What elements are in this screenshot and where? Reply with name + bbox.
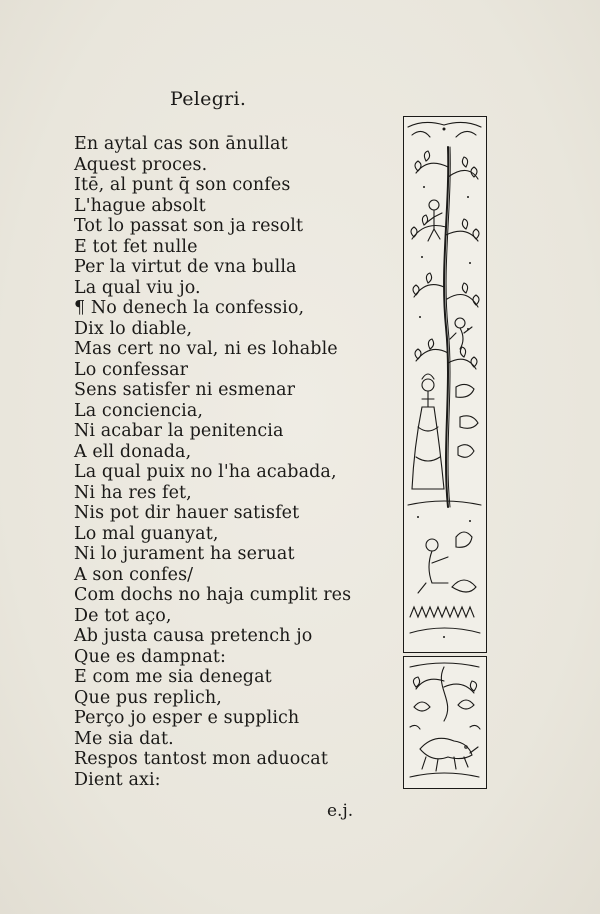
verse-line: Ni lo jurament ha seruat [74,544,295,564]
verse-line: A son confes/ [74,564,194,585]
verse-line: En aytal cas son ānullat [74,134,288,154]
verse-text [74,134,351,790]
verse-line: Com dochs no haja cumplit res [74,585,352,605]
verse-line: Lo confessar [74,359,189,380]
woodcut-illustration-upper [403,116,487,653]
verse-line: Mas cert no val, ni es lohable [74,339,338,359]
verse-line: E tot fet nulle [74,236,198,257]
verse-line: Per la virtut de vna bulla [74,257,297,277]
verse-line: E com me sia denegat [74,667,272,687]
verse-line: Ab justa causa pretench jo [74,626,313,646]
verse-line: Me sia dat. [74,728,174,749]
verse-line: L'hague absolt [74,195,206,216]
verse-line: Respos tantost mon aduocat [74,749,328,769]
verse-line: Ni acabar la penitencia [74,421,284,441]
verse-line: Dient axi: [74,769,161,790]
verse-line: Perço jo esper e supplich [74,708,300,728]
verse-line: Aquest proces. [74,154,208,175]
verse-line: La qual puix no l'ha acabada, [74,462,337,482]
verse-line: Ni ha res fet, [74,482,192,503]
verse-line: Dix lo diable, [74,318,193,339]
verse-line: Lo mal guanyat, [74,523,219,544]
verse-line: Sens satisfer ni esmenar [74,380,296,400]
verse-line: La conciencia, [74,400,204,421]
verse-line: Nis pot dir hauer satisfet [74,503,300,523]
verse-line: La qual viu jo. [74,277,201,298]
signature-mark: e.j. [327,801,354,821]
verse-line: De tot aço, [74,605,172,626]
verse-line: Que es dampnat: [74,646,227,667]
verse-line: ¶ No denech la confessio, [74,298,305,318]
running-head: Pelegri. [170,88,247,110]
woodcut-illustration-lower [403,656,487,789]
verse-line: Que pus replich, [74,687,222,708]
verse-line: A ell donada, [74,441,192,462]
verse-line: Tot lo passat son ja resolt [74,216,304,236]
verse-line: Itē, al punt q̄ son confes [74,175,291,195]
